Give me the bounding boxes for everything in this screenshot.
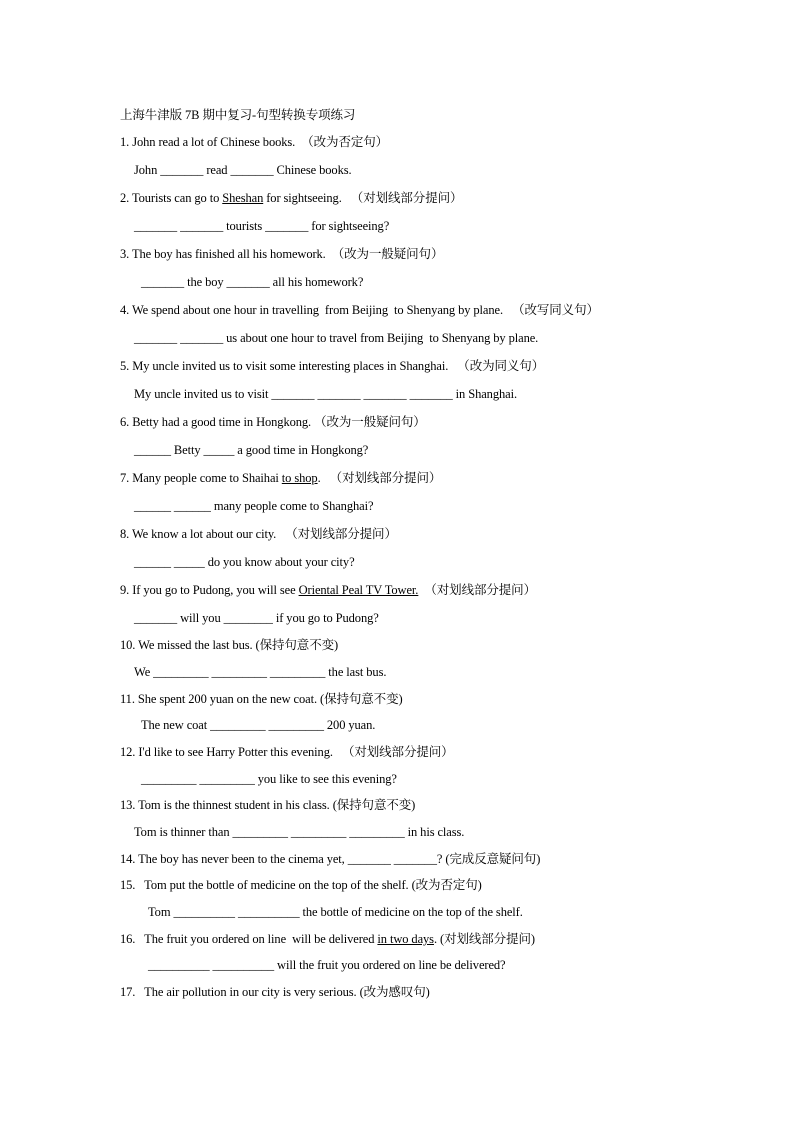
question-2-underlined: Sheshan: [222, 191, 264, 205]
answer-line-11: The new coat _________ _________ 200 yuan.: [141, 718, 376, 732]
question-3: 3. The boy has finished all his homework. （改为一般疑问句）: [120, 247, 444, 261]
question-9: [120, 582, 536, 598]
question-8: 8. We know a lot about our city. （对划线部分提问）: [120, 527, 397, 541]
question-7-pre: 7. Many people come to Shaihai: [120, 471, 282, 485]
question-16-post: . (对划线部分提问): [433, 932, 535, 946]
question-7-underlined: to shop: [281, 471, 318, 485]
question-9-underlined: Oriental Peal TV Tower.: [298, 583, 419, 597]
question-2: [120, 190, 462, 206]
question-6: 6. Betty had a good time in Hongkong. （改为一般疑问句）: [120, 415, 426, 429]
question-16-underlined: in two days: [377, 932, 434, 946]
question-12: 12. I'd like to see Harry Potter this evening. （对划线部分提问）: [120, 745, 454, 759]
answer-line-12: _________ _________ you like to see this evening?: [141, 772, 397, 786]
answer-line-1: John _______ read _______ Chinese books.: [134, 163, 352, 177]
answer-line-15: Tom __________ __________ the bottle of medicine on the top of the shelf.: [148, 905, 523, 919]
question-1: 1. John read a lot of Chinese books. （改为否定句）: [120, 135, 389, 149]
question-16-pre: 16. The fruit you ordered on line will be delivered: [120, 932, 378, 946]
question-5: 5. My uncle invited us to visit some interesting places in Shanghai. （改为同义句）: [120, 359, 545, 373]
question-11: 11. She spent 200 yuan on the new coat. (保持句意不变): [120, 692, 403, 706]
answer-line-5: My uncle invited us to visit _______ _______ _______ _______ in Shanghai.: [134, 387, 517, 401]
answer-line-16: __________ __________ will the fruit you ordered on line be delivered?: [148, 958, 506, 972]
question-7: [120, 470, 441, 486]
question-16: [120, 931, 535, 947]
question-9-post: （对划线部分提问）: [418, 583, 536, 597]
answer-line-10: We _________ _________ _________ the last bus.: [134, 665, 387, 679]
question-4: 4. We spend about one hour in travelling from Beijing to Shenyang by plane. （改写同义句）: [120, 303, 599, 317]
question-2-post: for sightseeing. （对划线部分提问）: [263, 191, 463, 205]
answer-line-2: _______ _______ tourists _______ for sightseeing?: [134, 219, 390, 233]
question-17: 17. The air pollution in our city is very serious. (改为感叹句): [120, 985, 430, 999]
answer-line-6: ______ Betty _____ a good time in Hongkong?: [134, 443, 369, 457]
question-7-post: . （对划线部分提问）: [317, 471, 442, 485]
answer-line-8: ______ _____ do you know about your city?: [134, 555, 355, 569]
answer-line-9: _______ will you ________ if you go to Pudong?: [134, 611, 379, 625]
question-2-pre: 2. Tourists can go to: [120, 191, 223, 205]
question-9-pre: 9. If you go to Pudong, you will see: [120, 583, 299, 597]
answer-line-7: ______ ______ many people come to Shanghai?: [134, 499, 374, 513]
worksheet-title: 上海牛津版 7B 期中复习-句型转换专项练习: [120, 108, 356, 122]
answer-line-13: Tom is thinner than _________ _________ _________ in his class.: [134, 825, 465, 839]
answer-line-4: _______ _______ us about one hour to travel from Beijing to Shenyang by plane.: [134, 331, 539, 345]
question-15: 15. Tom put the bottle of medicine on the top of the shelf. (改为否定句): [120, 878, 482, 892]
question-13: 13. Tom is the thinnest student in his class. (保持句意不变): [120, 798, 416, 812]
answer-line-3: _______ the boy _______ all his homework?: [141, 275, 364, 289]
question-14: 14. The boy has never been to the cinema yet, _______ _______? (完成反意疑问句): [120, 852, 541, 866]
question-10: 10. We missed the last bus. (保持句意不变): [120, 638, 339, 652]
